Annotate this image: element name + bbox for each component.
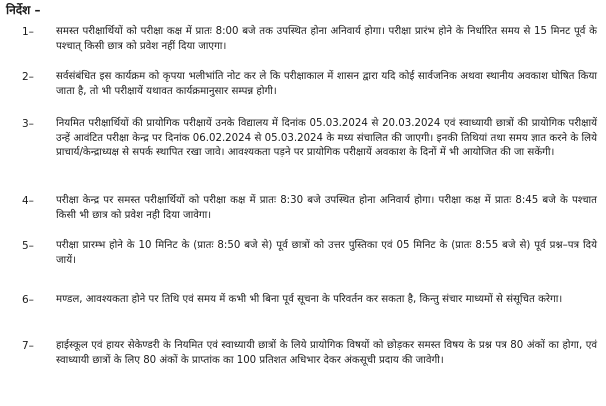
item-text: मण्डल, आवश्यकता होने पर तिथि एवं समय में कभी भी बिना पूर्व सूचना के परिवर्तन कर सकता है, किन्तु संचार माध्यमों से संसूचित करेगा। xyxy=(56,294,563,305)
item-number: 7– xyxy=(22,340,34,352)
item-text: परीक्षा केन्द्र पर समस्त परीक्षार्थियों को परीक्षा कक्ष में प्रातः 8:30 बजे उपस्थित होना अनिवार्य होगा। परीक्षा कक्ष में प्रातः 8:45 बजे के पश्चात किसी भी छात्र को प्रवेश नही दिया जावेगा। xyxy=(56,195,597,221)
item-number: 5– xyxy=(22,240,34,252)
item-number: 6– xyxy=(22,294,34,306)
item-number: 1– xyxy=(22,26,34,38)
item-number: 3– xyxy=(22,118,34,130)
item-number: 4– xyxy=(22,195,34,207)
item-text: समस्त परीक्षार्थियों को परीक्षा कक्ष में प्रातः 8:00 बजे तक उपस्थित होना अनिवार्य होगा। परीक्षा प्रारंभ होने के निर्धारित समय से 15 मिनट पूर्व के पश्चात् किसी छात्र को प्रवेश नहीं दिया जाएगा। xyxy=(56,26,597,52)
item-text: नियमित परीक्षार्थियों की प्रायोगिक परीक्षायें उनके विद्यालय में दिनांक 05.03.2024 से 20.03.2024 एवं स्वाध्यायी छात्रों की प्रायोगिक परीक्षायें उन्हें आवंटित परीक्षा केन्द्र पर दिनांक 06.02.2024 से 05.03.2024 के मध्य संचालित की जाएगी। इनकी तिथियां तथा समय ज्ञात करने के लिये प्राचार्य/केन्द्राध्यक्ष से सपर्क स्थापित रखा जावे। आवश्यकता पड़ने पर प्रायोगिक परीक्षायें अवकाश के दिनों में भी आयोजित की जा सकेंगी। xyxy=(56,118,597,159)
item-text: सर्वसंबंधित इस कार्यक्रम को कृपया भलीभांति नोट कर ले कि परीक्षाकाल में शासन द्वारा यदि कोई सार्वजनिक अथवा स्थानीय अवकाश घोषित किया जाता है, तो भी परीक्षायें यथावत कार्यक्रमानुसार सम्पन्न होगी। xyxy=(56,71,597,97)
item-text: परीक्षा प्रारम्भ होने के 10 मिनिट के (प्रातः 8:50 बजे से) पूर्व छात्रों को उत्तर पुस्तिका एवं 05 मिनिट के (प्रातः 8:55 बजे से) पूर्व प्रश्न–पत्र दिये जायें। xyxy=(56,240,597,266)
item-number: 2– xyxy=(22,71,34,83)
item-text: हाईस्कूल एवं हायर सेकेण्डरी के नियमित एवं स्वाध्यायी छात्रों के लिये प्रायोगिक विषयों को छोड़कर समस्त विषय के प्रश्न पत्र 80 अंकों का होगा, एवं स्वाध्यायी छात्रों के लिए 80 अंकों के प्राप्तांक का 100 प्रतिशत अधिभार देकर अंकसूची प्रदाय की जावेगी। xyxy=(56,340,597,366)
instructions-heading: निर्देश – xyxy=(6,3,41,17)
